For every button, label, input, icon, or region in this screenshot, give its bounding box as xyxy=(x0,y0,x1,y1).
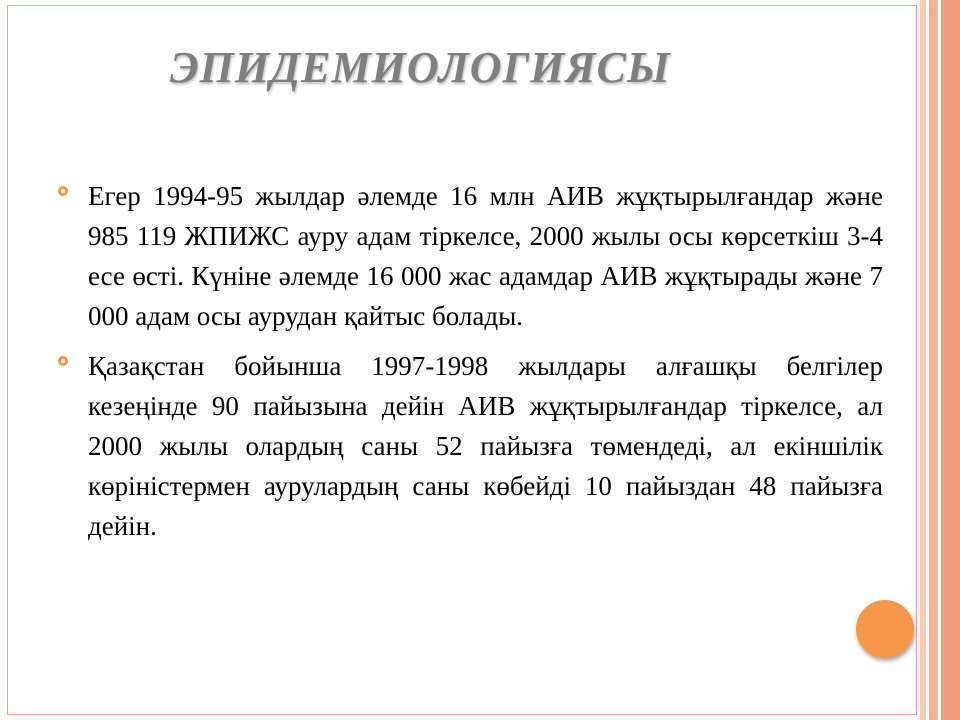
bullet-item xyxy=(58,176,883,336)
bullet-item xyxy=(58,346,883,546)
bullet-circle-icon xyxy=(58,356,68,366)
bullet-text: Қазақстан бойынша 1997-1998 жылдары алғашқы белгілер кезеңінде 90 пайызына дейін АИВ жұқтырылғандар тіркелсе, ал 2000 жылы олардың саны 52 пайызға төмендеді, ал екіншілік көріністермен аурулардың саны көбейді 10 пайыздан 48 пайызға дейін. xyxy=(88,351,883,541)
slide-title: ЭПИДЕМИОЛОГИЯСЫ xyxy=(170,43,671,92)
bullet-text: Егер 1994-95 жылдар әлемде 16 млн АИВ жұқтырылғандар және 985 119 ЖПИЖС ауру адам тіркелсе, 2000 жылы осы көрсеткіш 3-4 есе өсті. Күніне әлемде 16 000 жас адамдар АИВ жұқтырады және 7 000 адам осы аурудан қайтыс болады. xyxy=(88,181,883,331)
bullet-circle-icon xyxy=(58,186,68,196)
bullet-list xyxy=(58,176,883,556)
decorative-stripes xyxy=(920,0,960,720)
stripe-2 xyxy=(929,0,938,720)
stripe-1 xyxy=(920,0,926,720)
stripe-3 xyxy=(941,0,960,720)
decorative-circle xyxy=(856,600,914,658)
